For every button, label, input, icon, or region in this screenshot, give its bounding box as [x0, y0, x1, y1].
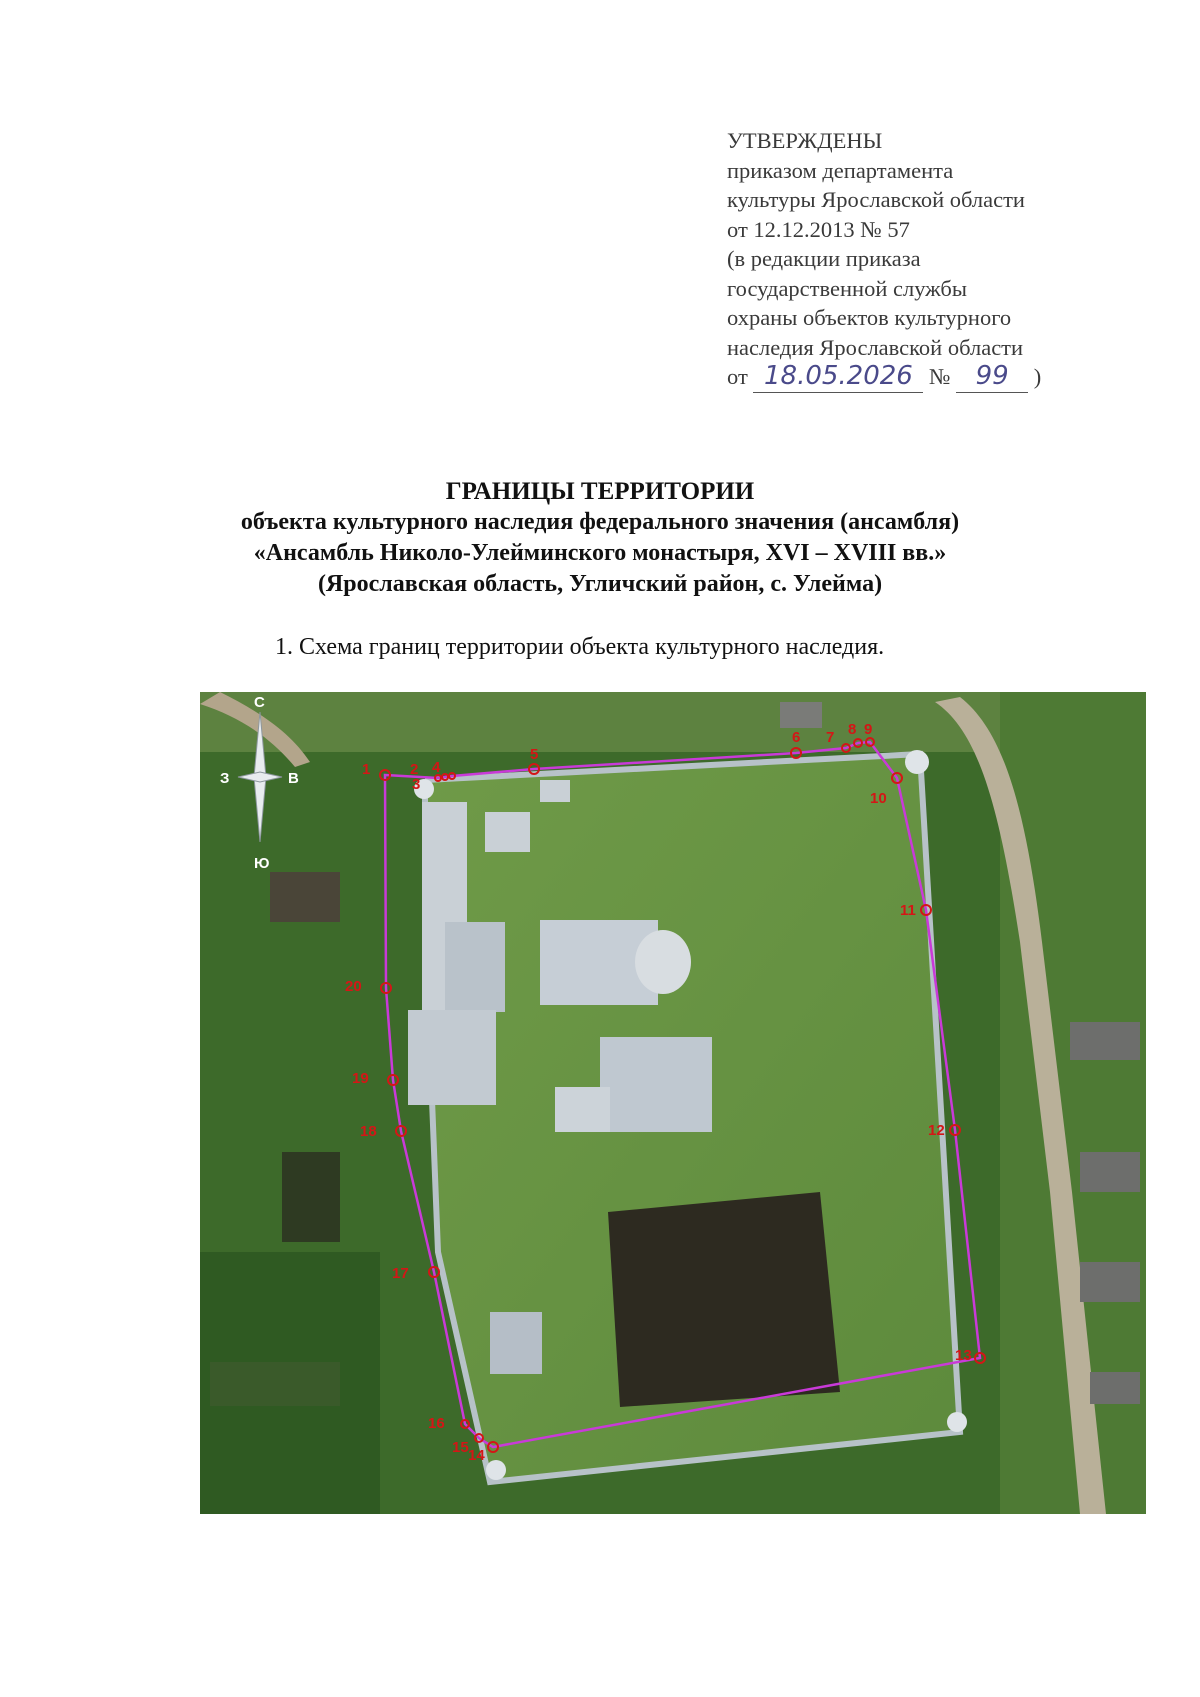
church-west: [408, 1010, 496, 1105]
map-svg: [200, 692, 1146, 1514]
approval-heading: УТВЕРЖДЕНЫ: [727, 128, 883, 153]
cathedral-apse: [635, 930, 691, 994]
title-line-1: ГРАНИЦЫ ТЕРРИТОРИИ: [445, 478, 755, 505]
approval-line: приказом департамента: [727, 157, 954, 183]
approval-line: культуры Ярославской области: [727, 187, 1025, 212]
point-label: 13: [955, 1347, 972, 1364]
approval-date-line: [727, 362, 1147, 393]
document-title: [0, 476, 1200, 600]
number-sign: №: [929, 364, 951, 389]
approval-line: (в редакции приказа: [727, 246, 921, 271]
ruin: [270, 872, 340, 922]
approval-line: от 12.12.2013 № 57: [727, 216, 910, 242]
house: [1090, 1372, 1140, 1404]
house: [1080, 1262, 1140, 1302]
point-label: 1: [362, 761, 371, 778]
compass-south: Ю: [254, 855, 270, 872]
point-label: 4: [432, 759, 441, 776]
point-label: 19: [352, 1070, 369, 1087]
approval-line: охраны объектов культурного: [727, 305, 1012, 330]
from-word: от: [727, 364, 748, 389]
south-building: [490, 1312, 542, 1374]
compass-west: З: [220, 770, 230, 787]
point-label: 9: [864, 721, 873, 738]
point-label: 15: [452, 1439, 469, 1456]
field-plot: [210, 1362, 340, 1406]
handwritten-number: 99: [956, 362, 1028, 393]
small-building: [540, 780, 570, 802]
point-label: 3: [412, 776, 421, 793]
house: [1070, 1022, 1140, 1060]
point-label: 11: [900, 902, 916, 919]
point-label: 5: [530, 746, 539, 763]
point-label: 2: [410, 761, 419, 778]
compass-east: В: [288, 770, 299, 787]
point-label: 17: [392, 1265, 409, 1282]
point-label: 7: [826, 729, 835, 746]
point-label: 14: [468, 1447, 485, 1464]
compass-north: С: [254, 694, 265, 711]
point-label: 10: [870, 790, 887, 807]
gate-building: [445, 922, 505, 1012]
approval-stamp: [727, 126, 1147, 393]
title-line-4: (Ярославская область, Угличский район, с. Улейма): [317, 571, 883, 597]
point-label: 8: [848, 721, 857, 738]
point-label: 20: [345, 978, 362, 995]
handwritten-date: 18.05.2026: [753, 362, 923, 393]
point-label: 18: [360, 1123, 377, 1140]
house: [780, 702, 822, 728]
title-line-3: «Ансамбль Николо-Улейминского монастыря, XVI – XVIII вв.»: [253, 540, 947, 566]
satellite-map: [200, 692, 1146, 1514]
title-line-2: объекта культурного наследия федерального значения (ансамбля): [240, 509, 960, 535]
garden-plot: [282, 1152, 340, 1242]
house: [1080, 1152, 1140, 1192]
scheme-caption: 1. Схема границ территории объекта культурного наследия.: [275, 634, 885, 660]
tower-ne: [905, 750, 929, 774]
church-porch: [555, 1087, 610, 1132]
church-south: [600, 1037, 712, 1132]
point-label: 6: [792, 729, 801, 746]
tower-se: [947, 1412, 967, 1432]
approval-line: государственной службы: [727, 275, 967, 301]
point-label: 12: [928, 1122, 945, 1139]
small-building: [485, 812, 530, 852]
ploughed-field: [608, 1192, 840, 1407]
close-paren: ): [1033, 364, 1042, 389]
approval-line: наследия Ярославской области: [727, 334, 1024, 360]
point-label: 16: [428, 1415, 445, 1432]
tower-sw: [486, 1460, 506, 1480]
